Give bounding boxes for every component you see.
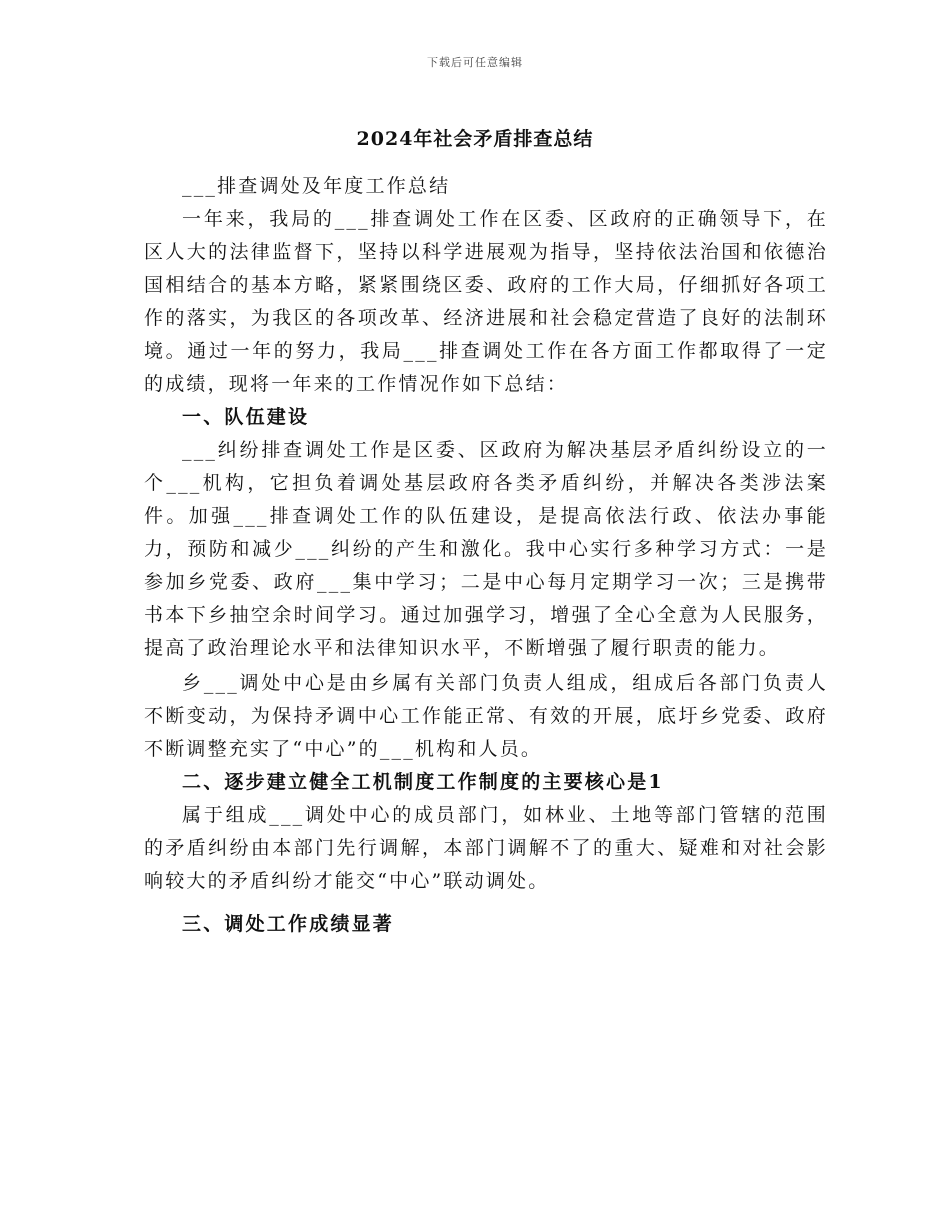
section-1-paragraph-2: 乡___调处中心是由乡属有关部门负责人组成，组成后各部门负责人不断变动，为保持矛调中心工作能正常、有效的开展，底圩乡党委、政府不断调整充实了“中心”的___机构和人员。 [144,672,828,760]
page-header-note: 下载后可任意编辑 [427,56,523,69]
section-2-paragraph-1: 属于组成___调处中心的成员部门，如林业、土地等部门管辖的范围的矛盾纠纷由本部门先行调解，本部门调解不了的重大、疑难和对社会影响较大的矛盾纠纷才能交“中心”联动调处。 [144,804,828,892]
document-title: 2024年社会矛盾排查总结 [356,128,594,150]
intro-paragraph: 一年来，我局的___排查调处工作在区委、区政府的正确领导下，在区人大的法律监督下，坚持以科学进展观为指导，坚持依法治国和依德治国相结合的基本方略，紧紧围绕区委、政府的工作大局，仔细抓好各项工作的落实，为我区的各项改革、经济进展和社会稳定营造了良好的法制环境。通过一年的努力，我局___排查调处工作在各方面工作都取得了一定的成绩，现将一年来的工作情况作如下总结： [144,208,828,395]
document-subtitle: ___排查调处及年度工作总结 [182,175,451,197]
document-body [144,170,828,941]
section-1-paragraph-1: ___纠纷排查调处工作是区委、区政府为解决基层矛盾纠纷设立的一个___机构，它担负着调处基层政府各类矛盾纠纷，并解决各类涉法案件。加强___排查调处工作的队伍建设，是提高依法行政、依法办事能力，预防和减少___纠纷的产生和激化。我中心实行多种学习方式：一是参加乡党委、政府___集中学习；二是中心每月定期学习一次；三是携带书本下乡抽空余时间学习。通过加强学习，增强了全心全意为人民服务，提高了政治理论水平和法律知识水平，不断增强了履行职责的能力。 [144,439,828,659]
section-1-heading: 一、队伍建设 [182,406,310,428]
section-2-heading: 二、逐步建立健全工机制度工作制度的主要核心是1 [182,771,664,793]
section-3-heading: 三、调处工作成绩显著 [182,913,395,935]
